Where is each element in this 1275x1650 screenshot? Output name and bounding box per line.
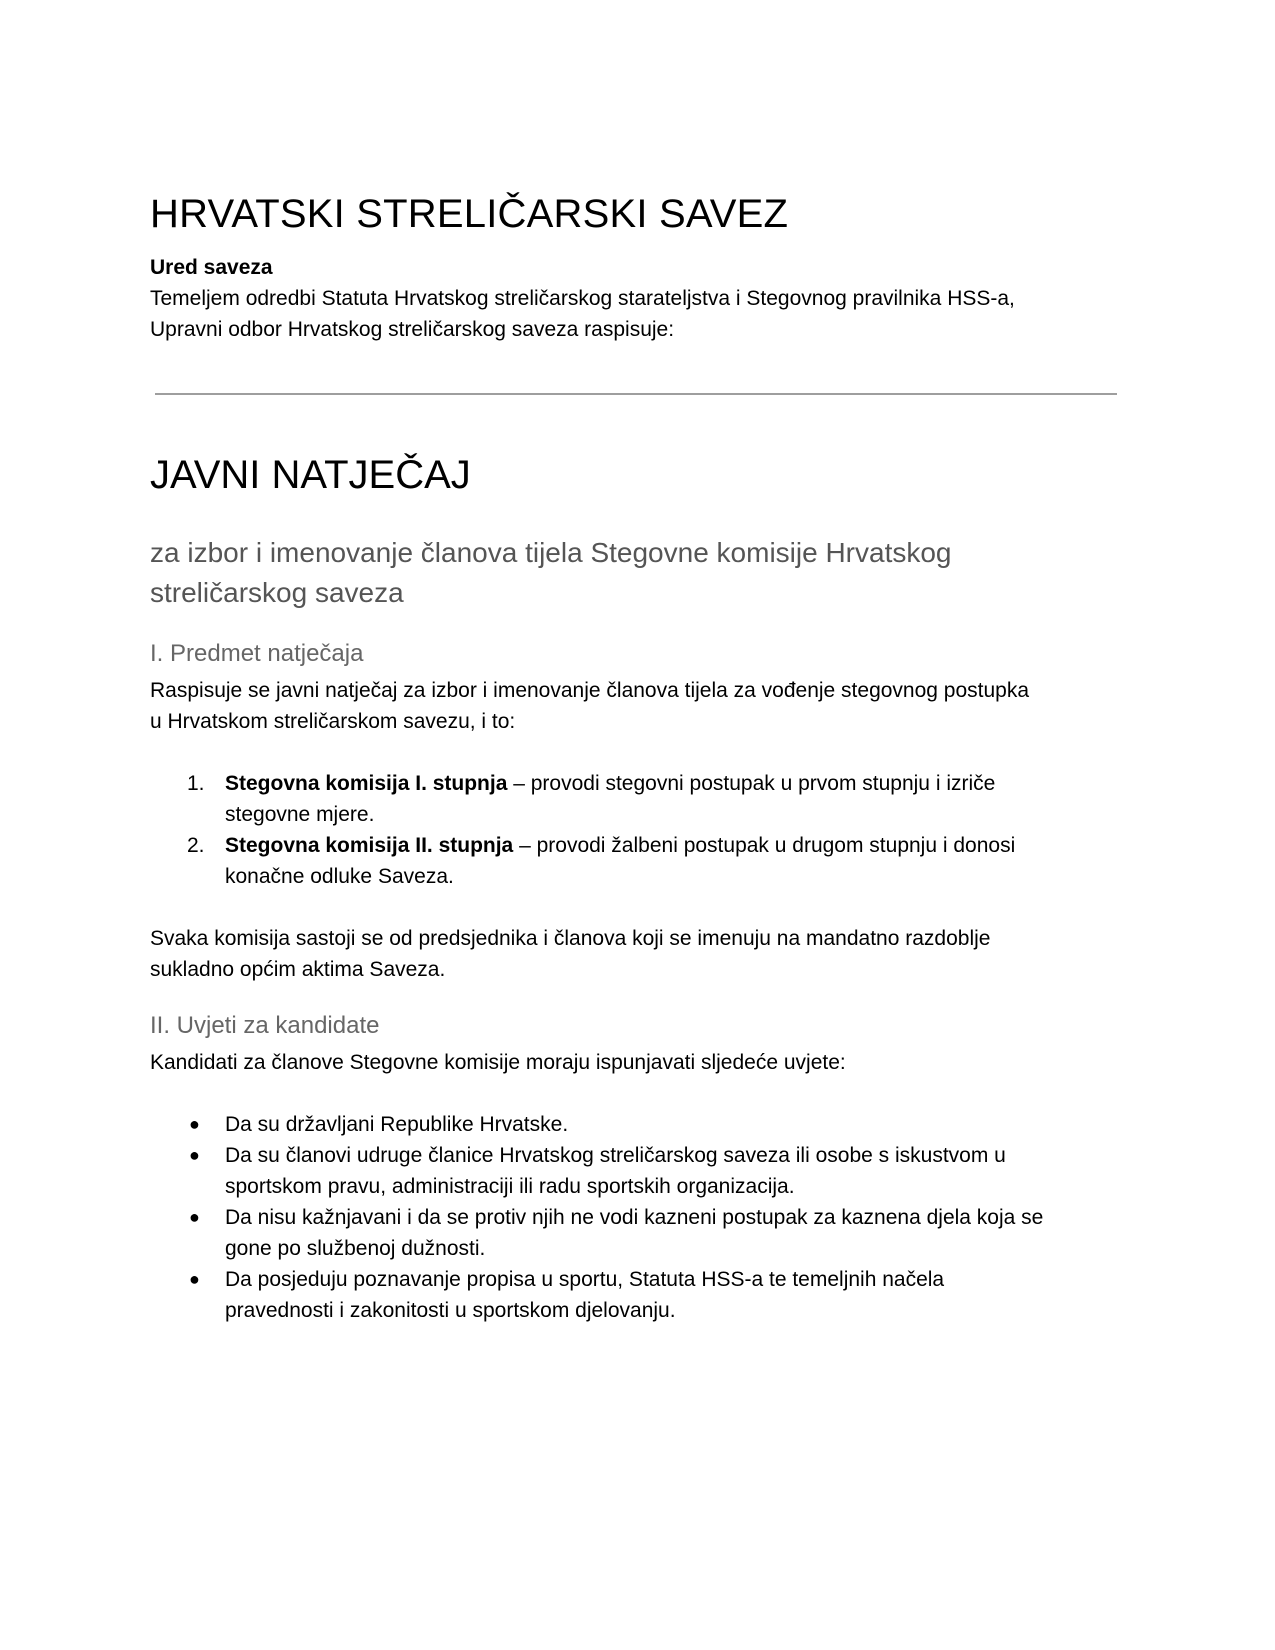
office-label: Ured saveza xyxy=(150,256,273,279)
horizontal-divider xyxy=(155,393,1117,395)
list-item-text-continued: gone po službenoj dužnosti. xyxy=(225,1237,486,1260)
list-item xyxy=(150,1202,1125,1264)
list-item-text: Da posjeduju poznavanje propisa u sportu, Statuta HSS-a te temeljnih načela xyxy=(225,1268,945,1291)
list-item-bold: Stegovna komisija I. stupnja xyxy=(225,772,508,795)
intro-paragraph xyxy=(150,283,1125,345)
list-item-text-continued: pravednosti i zakonitosti u sportskom djelovanju. xyxy=(225,1299,676,1322)
subtitle-line-2: streličarskog saveza xyxy=(150,577,404,608)
closing-line-2: sukladno općim aktima Saveza. xyxy=(150,958,446,981)
section-1-paragraph xyxy=(150,675,1125,737)
bullet-icon: ● xyxy=(189,1269,200,1289)
intro-line-1: Temeljem odredbi Statuta Hrvatskog streličarskog starateljstva i Stegovnog pravilnika HSS-a, xyxy=(150,287,1015,310)
list-item xyxy=(150,1140,1125,1202)
list-item xyxy=(150,1109,1125,1140)
list-item-text-continued: stegovne mjere. xyxy=(225,803,375,826)
list-item-text: Da nisu kažnjavani i da se protiv njih ne vodi kazneni postupak za kaznena djela koja se xyxy=(225,1206,1044,1229)
list-item-text: – provodi stegovni postupak u prvom stupnju i izriče xyxy=(507,772,996,795)
conditions-list xyxy=(150,1109,1125,1326)
intro-line-2: Upravni odbor Hrvatskog streličarskog saveza raspisuje: xyxy=(150,318,675,341)
section-2-intro: Kandidati za članove Stegovne komisije moraju ispunjavati sljedeće uvjete: xyxy=(150,1051,846,1074)
list-item-text: Da su članovi udruge članice Hrvatskog streličarskog saveza ili osobe s iskustvom u xyxy=(225,1144,1006,1167)
list-item-text-continued: sportskom pravu, administraciji ili radu sportskih organizacija. xyxy=(225,1175,795,1198)
list-number: 2. xyxy=(187,834,205,857)
section-1-line-2: u Hrvatskom streličarskom savezu, i to: xyxy=(150,710,516,733)
subtitle xyxy=(150,533,1125,613)
section-1-closing xyxy=(150,923,1125,985)
list-item xyxy=(150,768,1125,830)
list-item xyxy=(150,830,1125,892)
bullet-icon: ● xyxy=(189,1114,200,1134)
closing-line-1: Svaka komisija sastoji se od predsjednika i članova koji se imenuju na mandatno razdoblje xyxy=(150,927,991,950)
main-title: JAVNI NATJEČAJ xyxy=(150,453,471,497)
organization-title: HRVATSKI STRELIČARSKI SAVEZ xyxy=(150,192,789,236)
subtitle-line-1: za izbor i imenovanje članova tijela Stegovne komisije Hrvatskog xyxy=(150,537,952,568)
bullet-icon: ● xyxy=(189,1145,200,1165)
list-item-text: Da su državljani Republike Hrvatske. xyxy=(225,1113,569,1136)
commission-list xyxy=(150,768,1125,892)
section-1-heading: I. Predmet natječaja xyxy=(150,640,364,667)
list-item-text-continued: konačne odluke Saveza. xyxy=(225,865,454,888)
document-page xyxy=(150,190,1125,1326)
section-1-line-1: Raspisuje se javni natječaj za izbor i imenovanje članova tijela za vođenje stegovnog postupka xyxy=(150,679,1030,702)
list-item-text: – provodi žalbeni postupak u drugom stupnju i donosi xyxy=(513,834,1016,857)
bullet-icon: ● xyxy=(189,1207,200,1227)
list-number: 1. xyxy=(187,772,205,795)
section-2-heading: II. Uvjeti za kandidate xyxy=(150,1012,380,1039)
list-item-bold: Stegovna komisija II. stupnja xyxy=(225,834,514,857)
list-item xyxy=(150,1264,1125,1326)
